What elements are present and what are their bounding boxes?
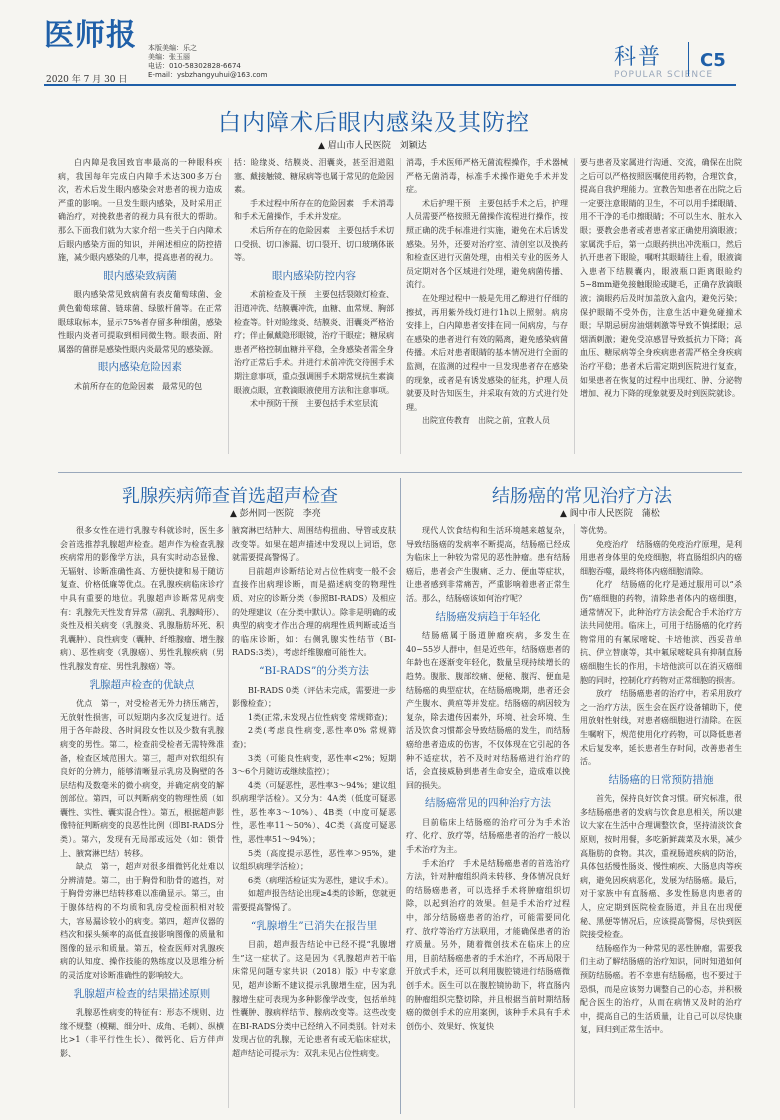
paragraph: 眼内感染常见致病菌有表皮葡萄球菌、金黄色葡萄球菌、链球菌、绿脓杆菌等。在正常眼球取标本，显示75%者存留多种细菌，感染性眼内炎者可提取到相同微生物。眼表面、附属器的菌群是感染性眼内炎最常见的感染源。 [58,290,222,354]
article3-byline: ▲ 阆中市人民医院 蒲松 [560,509,660,519]
column-divider [228,524,229,1108]
section-heading: 眼内感染危险因素 [98,361,182,374]
paragraph: 术后所存在的危险因素 主要包括手术切口受损、切口渗漏、切口裂开、切口玻璃体嵌等。 [234,225,394,263]
section-heading: “乳腺增生”已消失在报告里 [250,919,378,932]
section-heading: 乳腺超声检查的优缺点 [89,678,195,691]
paragraph: 术前检查及干预 主要包括裂隙灯检查、泪道冲洗、结膜囊冲洗，血糖、血常规、胸部检查等。针对睑缘炎、结膜炎、泪囊炎严格治疗；伴止佩戴隐形眼镜，治疗干眼症；糖尿病患者严格控制血糖并平稳，全身感染者需全身治疗正常后手术。并进行术前冲洗交待围手术期注意事项，重点强调围手术期常规抗生素滴眼液点眼，宣教滴眼液使用方法和注意事项。 [234,290,394,395]
article-separator [58,472,742,473]
paragraph: 现代人饮食结构和生活环境越来越复杂，导致结肠癌的发病率不断提高，结肠癌已经成为临床上一种较为常见的恶性肿瘤。患有结肠癌后，患者会产生腹痛、乏力、便血等症状，让患者感到非常痛苦，严重影响着患者正常生活。那么，结肠癌该如何治疗呢？ [406,526,570,603]
article1-byline: ▲ 眉山市人民医院 刘颖达 [318,141,427,151]
newspaper-logo: 医师报 [44,18,137,53]
article1-column-4 [580,156,742,466]
paragraph: 优点 第一，对受检者无外力挤压痛苦，无放射性损害，可以短期内多次反复进行。适用于各年龄段、各时间段女性以及少数有乳腺病变的男性。第二，检查前受检者无需特殊准备，检查区域范围大。第三，超声对软组织有良好的分辨力，能够清晰显示乳房及胸壁的各层结构及数毫米的微小病变，并确定病变的解剖部位。第四，可以判断病变的物理性质（如囊性、实性、囊实混合性）。第五，根据超声影像特征判断病变的良恶性比例（即BI-RADS分类）。第六，发现有无局部或远处（如：锁骨上、腋窝淋巴结）转移。 [60,699,224,858]
article3-column-1 [406,524,570,1114]
editor-info [148,44,267,80]
article1-column-1 [58,156,222,466]
paragraph: 出院宣传教育 出院之前，宜教人员 [422,416,550,426]
section-heading: 眼内感染防控内容 [272,269,356,282]
paragraph: 免疫治疗 结肠癌的免疫治疗原理，是利用患者身体里的免疫细胞，将直肠组织内的癌细胞吞噬，最终将体内癌细胞清除。 [580,539,742,576]
section-name-en: POPULAR SCIENCE [614,70,714,80]
paragraph: 4类（可疑恶性，恶性率3～94%；建议组织病理学活检）。又分为：4A类（低度可疑恶性，恶性率3～10%）、4B类（中度可疑恶性，恶性率11～50%）、4C类（高度可疑恶性，恶性率51～94%）； [232,780,396,845]
paragraph: 结肠癌属于肠道肿瘤疾病，多发生在40~55岁人群中，但是近些年，结肠癌患者的年龄也在逐渐变年轻化，数量呈现持续增长的趋势。腹胀、腹部绞痛、便秘、腹泻、便血是结肠癌的典型症状，在结肠癌晚期，患者还会产生腹水、黄疸等并发症。结肠癌的病因较为复杂，除去遗传因素外，环境、社会环境、生活及饮食习惯都会导致结肠癌的发生，而结肠癌给患者造成的伤害，不仅体现在它引起的各种不适症状，若不及时对结肠癌进行治疗的话，会直接威胁到患者生命安全，造成难以挽回的损失。 [406,631,570,790]
paragraph: 括：睑缘炎、结膜炎、泪囊炎，甚至泪道阻塞、戴接触镜、糖尿病等也属于常见的危险因素。 [234,158,394,195]
paragraph: 乳腺恶性病变的特征有：形态不规则、边缘不规整（模糊、细分叶、成角、毛刺）、纵横比>1（非平行性生长）、微钙化、后方伴声影、 [60,1008,224,1058]
paragraph: 手术治疗 手术是结肠癌患者的首选治疗方法，针对肿瘤组织尚未转移、身体情况良好的结肠癌患者，可以选择手术将肿瘤组织切除，以起到治疗的效果。但是手术治疗过程中，部分结肠癌患者的治疗，可能需要同化疗、放疗等治疗方法联用，才能确保患者的治疗质量。另外，随着微创技术在临床上的应用，目前结肠癌患者的手术治疗，不再局限于开放式手术，还可以利用腹腔镜进行结肠癌微创手术。医生可以在腹腔镜协助下，将直肠内的肿瘤组织完整切除，并且根据当前时期结肠癌的微创手术的应用案例，该种手术具有手术创伤小、效果好、恢复快 [406,858,570,1031]
editor-line: 电话：010-58302828-6674 [148,62,241,70]
section-heading: 结肠癌发病趋于年轻化 [435,610,541,623]
article1-column-2 [234,156,394,466]
section-heading: “BI-RADS”的分类方法 [259,664,369,677]
paragraph: 目前临床上结肠癌的治疗可分为手术治疗、化疗、放疗等，结肠癌患者的治疗一般以手术治疗为主。 [406,817,570,855]
paragraph: 要与患者及家属进行沟通、交流，确保在出院之后可以严格按照医嘱使用药物，合理饮食，提高自我护理能力。宣教告知患者在出院之后一定要注意眼睛的卫生，不可以用手揉眼睛、用不干净的毛巾擦眼睛；不可以生水、脏水入眼；要教会患者或者患者家正确使用滴眼液；家属洗手后，第一点眼药拱出冲洗瓶口，然后扒开患者下眼睑，嘱咐其眼睛往上看，眼液滴入患者下结膜囊内，眼液瓶口距离眼睑约5~8mm避免接触眼睑或睫毛，正确存放滴眼液；滴眼药后及时加盖放入盒内，避免污染；保护眼睛不受外伤，注意生活中避免碰撞术眼；早期忌厨房油烟刺激等导致不慎揉眼；忌烟酒刺激；避免受凉感冒导致抵抗力下降；高血压、糖尿病等全身疾病患者需严格全身疾病治疗平稳；患者术后需定期到医院进行复查，如果患者在恢复的过程中出现红、肿、分泌物增加、视力下降的现象就要及时到医院就诊。 [580,158,742,399]
issue-date: 2020 年 7 月 30 日 [46,75,128,85]
section-heading: 眼内感染致病菌 [103,269,177,282]
editor-line: 美编：张玉丽 [148,53,190,61]
paragraph: 结肠癌作为一种常见的恶性肿瘤，需要我们主动了解结肠癌的治疗知识，同时知道如何预防结肠癌。若不幸患有结肠癌，也不要过于恐惧，而是应该努力调整自己的心态，并积极配合医生的治疗，从而在病情又及时的治疗中，提高自己的生活质量，让自己可以尽快康复，回归到正常生活中。 [580,943,742,1035]
paragraph: 1类(正常,未发现占位性病变 常规筛查)； [248,712,393,722]
paragraph: 目前，超声报告结论中已经不提“乳腺增生”这一症状了。这是因为《乳腺超声若干临床常见问题专家共识（2018）版》中专家意见，超声诊断不建议提示乳腺增生症，因为乳腺增生症可表现为多种影像学改变，包括单纯性囊肿、腺病样结节、腺病改变等。这些改变在BI-RADS分类中已经纳入不同类别。针对未发现占位的乳腺，无论患者有或无临床症状，超声结论可提示为：双乳未见占位性病变。 [232,940,396,1058]
paragraph: 如超声报告结论出现≥4类的诊断，您就更需要提高警惕了。 [232,889,396,913]
paragraph: 6类（病理活检证实为恶性，建议手术）。 [248,875,394,885]
article1-title: 白内障术后眼内感染及其防控 [218,110,530,136]
column-divider [574,524,575,1108]
paragraph: 放疗 结肠癌患者的治疗中，若采用放疗之一治疗方法，医生会在医疗设备辅助下，使用放射性射线，对患者癌细胞进行清除。在医生嘱咐下，规范使用化疗药物，可以降低患者术后复发率，延长患者生存时间，改善患者生活。 [580,689,742,767]
paragraph: 术中预防干预 主要包括手术室层流 [250,399,378,409]
paragraph: 消毒，手术医师严格无菌流程操作，手术器械严格无菌消毒，标准手术操作避免手术并发症。 [406,158,568,195]
paragraph: 在处理过程中一般是先用乙醇进行仔细的擦拭，再用紫外线灯进行1h以上照射。病房安排上，白内障患者安排在同一间病房，与存在感染的患者进行有效的隔离，避免感染病菌传播。术后对患者眼睛的基本情况进行全面的监测，在监测的过程中一旦发现患者存在感染的现象，或者是有诱发感染的征兆，护理人员就要及时告知医生，并采取有效的方式进行处理。 [406,293,568,412]
column-divider [574,158,575,454]
article2-column-1 [60,524,224,1114]
paragraph: 白内障是我国致盲率最高的一种眼科疾病，我国每年完成白内障手术达300多万台次，若术后发生眼内感染会对患者的视力造成严重的影响。一旦发生眼内感染，及时采用正确治疗，对挽救患者的视力具有很大的帮助。那么下面我们就为大家介绍一些关于白内障术后眼内感染方面的知识，并阐述相应的防控措施，减少眼内感染的几率，提高患者的视力。 [58,158,222,263]
article1-column-3 [406,156,568,466]
paragraph: 很多女性在进行乳腺专科就诊时，医生多会首选推荐乳腺超声检查。超声作为检查乳腺疾病常用的影像学方法，具有实时动态显像、无辐射、诊断准确性高、方便快捷和易于随访复查、价格低廉等优点。在乳腺疾病临床诊疗中具有重要的地位。乳腺超声诊断常见病变有：乳腺先天性发育异常（副乳、乳腺畸形）、炎性及相关病变（乳腺炎、乳腺脂肪坏死、积乳囊肿）、良性病变（囊肿、纤维腺瘤、增生腺病）、恶性病变（乳腺癌）、男性乳腺疾病（男性乳腺发育症、男性乳腺癌）等。 [60,526,224,671]
article2-title: 乳腺疾病筛查首选超声检查 [122,486,338,507]
paragraph: 术前所存在的危险因素 最常见的包 [74,381,202,391]
article3-column-2 [580,524,742,1114]
editor-line: E-mail：ysbzhangyuhui@163.com [148,71,268,79]
article2-column-2 [232,524,396,1114]
section-heading: 结肠癌的日常预防措施 [608,773,714,786]
paragraph: 缺点 第一，超声对很多细微钙化灶难以分辨清楚。第二，由于胸骨和肋骨的遮挡，对于胸骨旁淋巴结转移难以准确显示。第三，由于腺体结构的不均质和乳房受检面积相对较大，容易漏诊较小的病变。第四，超声仪器的档次和探头频率的高低直接影响图像的质量和图像的显示和质量。第五，检查医师对乳腺疾病的认知度、操作技能的熟练度以及思维分析的灵活度对诊断准确性的影响较大。 [60,862,224,980]
paragraph: 化疗 结肠癌的化疗是通过服用可以“杀伤”癌细胞的药物，清除患者体内的癌细胞，通常情况下，此种治疗方法会配合手术治疗方法共同使用。临床上，可用于结肠癌的化疗药物常用的有氟尿嘧啶、卡培他滨、西妥昔单抗、伊立替康等，其中氟尿嘧啶具有抑制直肠癌细胞生长的作用，卡培他滨可以在消灭癌细胞的同时，控制化疗药物对正常细胞的损害。 [580,580,742,685]
section-heading: 结肠癌常见的四种治疗方法 [425,797,551,810]
column-divider [400,158,401,454]
editor-line: 本版美编：乐之 [148,44,197,52]
paragraph: 目前超声诊断结论对占位性病变一般不会直接作出病理诊断，而是描述病变的物理性质、对应的诊断分类（参照BI-RADS）及相应的处理建议（在分类中默认）。除非是明确的或典型的病变才作出合理的病理性质判断或适当的临床诊断，如：右侧乳腺实性结节（BI-RADS:3类），考虑纤维腺瘤可能性大。 [232,566,396,658]
article3-title: 结肠癌的常见治疗方法 [492,486,672,507]
masthead-rule [44,84,736,86]
paragraph: 5类（高度提示恶性，恶性率＞95%，建议组织病理学活检）； [232,848,396,872]
paragraph: 3类（可能良性病变，恶性率<2%；短期3～6个月随访或继续监控）； [232,753,396,777]
section-name: 科普 [614,45,663,70]
paragraph: 手术过程中所存在的危险因素 手术消毒和手术无菌操作，手术并发症。 [234,198,394,222]
page-number: C5 [700,50,726,71]
article2-byline: ▲ 彭州同一医院 李亮 [230,509,321,519]
paragraph: 腋窝淋巴结肿大、周围结构扭曲、导管或皮肤改变等。如果在超声描述中发现以上词语，您就需要提高警惕了。 [232,526,396,563]
paragraph: 首先，保持良好饮食习惯。研究标准，很多结肠癌患者的发病与饮食息息相关，所以建议大家在生活中合理调整饮食，坚持清淡饮食原则，按时用餐，多吃新鲜蔬菜及水果，减少高脂肪的食物。其次，重视肠道疾病的防治，具体包括慢性肠炎、慢性痢疾、大肠息肉等疾病，避免因疾病恶化，发展为结肠癌。最后，对于家族中有直肠癌、多发性肠息肉患者的人，应定期到医院检查肠道，并且在出现便秘、黑便等情况后，应该提高警惕，尽快到医院接受检查。 [580,794,742,940]
paragraph: 2类(考虑良性病变,恶性率0% 常规筛查)； [232,726,396,749]
paragraph: 等优势。 [580,526,612,535]
article-divider [400,478,401,1114]
paragraph: 术后护理干预 主要包括手术之后，护理人员需要严格按照无菌操作流程进行操作，按照正确的洗手标准进行实施，避免在术后诱发感染。另外，还要对治疗室、清创室以及换药和检查区进行灭菌处理，由相关专业的医务人员定期对各个区域进行处理，避免病菌传播、流行。 [406,198,568,290]
paragraph: BI-RADS 0类（评估未完成，需要进一步影像检查）； [232,685,396,709]
section-heading: 乳腺超声检查的结果描述原则 [73,987,211,1000]
column-divider [228,158,229,454]
